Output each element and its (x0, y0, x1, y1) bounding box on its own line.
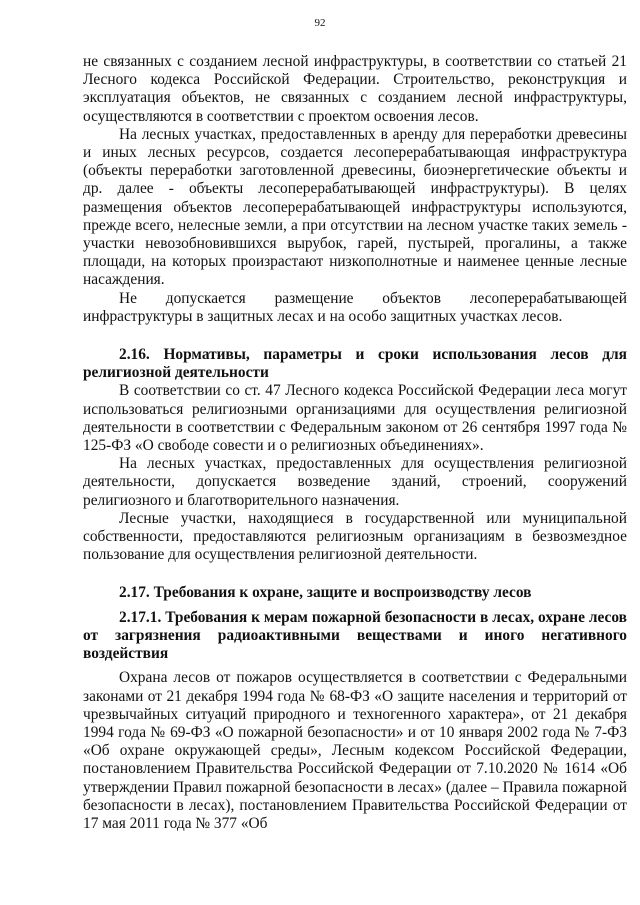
section-heading-2-16: 2.16. Нормативы, параметры и сроки использования лесов для религиозной деятельности (83, 346, 627, 382)
paragraph-religious-use-law: В соответствии со ст. 47 Лесного кодекса Российской Федерации леса могут использоваться религиозными организациями для осуществления религиозной деятельности в соответствии с Федеральным законом от 26 сентября 1997 года № 125-ФЗ «О свободе совести и о религиозных объединениях». (83, 382, 627, 455)
paragraph-fire-protection: Охрана лесов от пожаров осуществляется в соответствии с Федеральными законами от 21 декабря 1994 года № 68-ФЗ «О защите населения и территорий от чрезвычайных ситуаций природного и техногенного характера», от 21 декабря 1994 года № 69-ФЗ «О пожарной безопасности» и от 10 января 2002 года № 7-ФЗ «Об охране окружающей среды», Лесным кодексом Российской Федерации, постановлением Правительства Российской Федерации от 7.10.2020 № 1614 «Об утверждении Правил пожарной безопасности в лесах» (далее – Правила пожарной безопасности в лесах), постановлением Правительства Российской Федерации от 17 мая 2011 года № 377 «Об (83, 669, 627, 832)
paragraph-processing-infrastructure: На лесных участках, предоставленных в аренду для переработки древесины и иных лесных ресурсов, создается лесоперерабатывающая инфраструктура (объекты переработки заготовленной древесины, биоэнергетические объекты и др. далее - объекты лесоперерабатывающей инфраструктуры). В целях размещения объектов лесоперерабатывающей инфраструктуры используются, прежде всего, нелесные земли, а при отсутствии на лесном участке таких земель - участки невозобновившихся вырубок, гарей, пустырей, прогалины, а также площади, на которых произрастают низкополнотные и наименее ценные лесные насаждения. (83, 125, 627, 289)
paragraph-forest-infrastructure: не связанных с созданием лесной инфраструктуры, в соответствии со статьей 21 Лесного кодекса Российской Федерации. Строительство, реконструкция и эксплуатация объектов, не связанных с созданием лесной инфраструктуры, осуществляются в соответствии с проектом освоения лесов. (83, 53, 627, 125)
spacer (83, 326, 627, 346)
page-number: 92 (314, 17, 326, 29)
section-heading-2-17: 2.17. Требования к охране, защите и воспроизводству лесов (119, 584, 532, 602)
section-heading-2-17-1: 2.17.1. Требования к мерам пожарной безопасности в лесах, охране лесов от загрязнения радиоактивными веществами и иного негативного воздействия (83, 608, 627, 663)
paragraph-religious-buildings: На лесных участках, предоставленных для осуществления религиозной деятельности, допускается возведение зданий, строений, сооружений религиозного и благотворительного назначения. (83, 455, 627, 509)
paragraph-protective-forests: Не допускается размещение объектов лесоперерабатывающей инфраструктуры в защитных лесах и на особо защитных участках лесов. (83, 289, 627, 325)
spacer (83, 564, 627, 584)
document-body (83, 53, 627, 833)
paragraph-free-use: Лесные участки, находящиеся в государственной или муниципальной собственности, предоставляются религиозным организациям в безвозмездное пользование для осуществления религиозной деятельности. (83, 509, 627, 564)
